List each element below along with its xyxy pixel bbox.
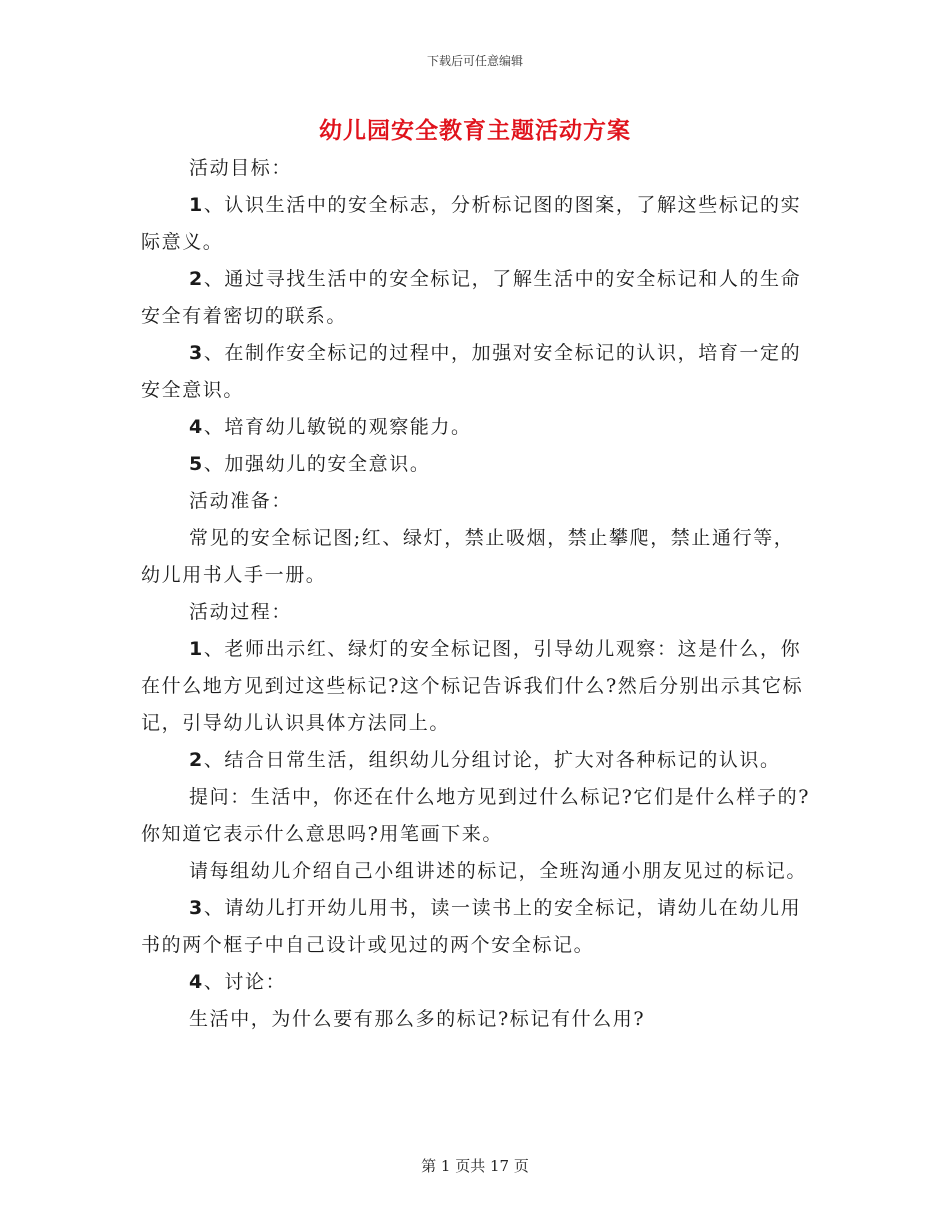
item-number: 3: [189, 342, 204, 364]
paragraph-text: 、认识生活中的安全标志，分析标记图的图案，了解这些标记的实际意义。: [141, 194, 802, 253]
paragraph: [141, 1001, 813, 1038]
paragraph-text: 、请幼儿打开幼儿用书，读一读书上的安全标记，请幼儿在幼儿用书的两个框子中自己设计或见过的两个安全标记。: [141, 897, 802, 956]
page-header: 下载后可任意编辑: [426, 54, 523, 68]
paragraph-text: 提问：生活中，你还在什么地方见到过什么标记?它们是什么样子的?你知道它表示什么意思吗?用笔画下来。: [141, 786, 810, 845]
paragraph: [141, 779, 813, 853]
paragraph-text: 请每组幼儿介绍自己小组讲述的标记，全班沟通小朋友见过的标记。: [189, 860, 808, 882]
item-number: 1: [189, 638, 204, 660]
document-title: 幼儿园安全教育主题活动方案: [319, 117, 631, 144]
paragraph: [141, 261, 813, 335]
paragraph: [141, 187, 813, 261]
paragraph-text: 常见的安全标记图;红、绿灯，禁止吸烟，禁止攀爬，禁止通行等，幼儿用书人手一册。: [141, 527, 795, 586]
paragraph: [141, 631, 813, 742]
paragraph-text: 活动准备：: [189, 490, 293, 512]
paragraph: [141, 520, 813, 594]
paragraph-text: 、结合日常生活，组织幼儿分组讨论，扩大对各种标记的认识。: [203, 749, 781, 771]
paragraph: [141, 890, 813, 964]
paragraph-text: 活动目标：: [189, 157, 293, 179]
paragraph: [141, 335, 813, 409]
paragraph-text: 、加强幼儿的安全意识。: [203, 453, 431, 475]
paragraph: [141, 409, 813, 446]
paragraph-text: 、讨论：: [203, 971, 287, 993]
paragraph-text: 生活中，为什么要有那么多的标记?标记有什么用?: [189, 1008, 646, 1030]
item-number: 5: [189, 453, 204, 475]
paragraph-text: 、在制作安全标记的过程中，加强对安全标记的认识，培育一定的安全意识。: [141, 342, 802, 401]
item-number: 3: [189, 897, 204, 919]
item-number: 2: [189, 749, 204, 771]
item-number: 4: [189, 416, 204, 438]
document-body: [141, 150, 813, 1038]
page-footer: 第 1 页共 17 页: [421, 1157, 529, 1175]
paragraph: [141, 853, 813, 890]
item-number: 2: [189, 268, 204, 290]
item-number: 4: [189, 971, 204, 993]
paragraph-text: 、培育幼儿敏锐的观察能力。: [203, 416, 472, 438]
paragraph: [141, 594, 813, 631]
paragraph: [141, 150, 813, 187]
paragraph: [141, 483, 813, 520]
item-number: 1: [189, 194, 204, 216]
paragraph-text: 活动过程：: [189, 601, 293, 623]
paragraph: [141, 446, 813, 483]
paragraph-text: 、通过寻找生活中的安全标记，了解生活中的安全标记和人的生命安全有着密切的联系。: [141, 268, 802, 327]
paragraph: [141, 964, 813, 1001]
paragraph-text: 、老师出示红、绿灯的安全标记图，引导幼儿观察：这是什么，你在什么地方见到过这些标记?这个标记告诉我们什么?然后分别出示其它标记，引导幼儿认识具体方法同上。: [141, 638, 804, 734]
paragraph: [141, 742, 813, 779]
